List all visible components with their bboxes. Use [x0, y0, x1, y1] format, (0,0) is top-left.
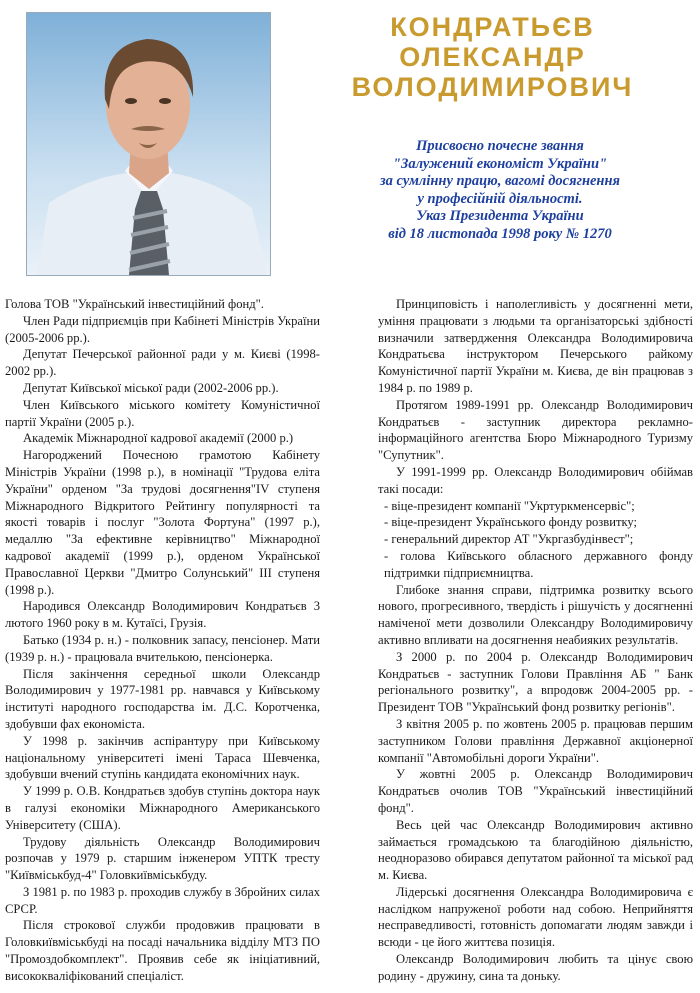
list-item: - віце-президент компанії "Укртуркменсервіс"; [384, 498, 635, 513]
paragraph: Принциповість і наполегливість у досягненні мети, уміння працювати з людьми та організаторські здібності визначили затвердження Олександра Володимировича Кондратьєва інструктором Печерського райкому Комуністичної партії України м. Києва, де він працював з 1984 р. по 1989 р. [378, 297, 693, 395]
award-line-1: Присвоєно почесне звання [416, 138, 584, 154]
paragraph: Після закінчення середньої школи Олександр Володимирович у 1977-1981 рр. навчався у Київському інституті народного господарства ім. Д.С. Коротченка, здобувши фах економіста. [5, 666, 320, 731]
paragraph: Протягом 1989-1991 рр. Олександр Володимирович Кондратьєв - заступник директора рекламно-інформаційного агентства Бюро Міжнародного Туризму "Супутник". [378, 397, 693, 463]
honorary-title [300, 138, 700, 243]
paragraph: Після строкової служби продовжив працювати в Головкиївміськбуді на посаді начальника відділу МТЗ ПО "Промоздобкомплект". Проявив себе як ініціативний, висококваліфікований спеціаліст. [5, 918, 320, 983]
paragraph: Нагороджений Почесною грамотою Кабінету Міністрів України (1998 р.), в номінації "Трудова еліта України" орденом "За трудові досягнення"IV ступеня Міжнародного Відкритого Рейтингу популярності та якості товарів і послуг "Золота Фортуна" (1997 р.), медаллю "За ефективне керівництво" Міжнародної кадрової академії (1999 р.), орденом Української Православної Церкви "Дмитро Солунський" III ступеня (1998 р.). [5, 448, 320, 597]
positions-list [378, 498, 693, 582]
paragraph: Голова ТОВ "Український інвестиційний фонд". [5, 297, 264, 311]
paragraph: Член Київського міського комітету Комуністичної партії України (2005 р.). [5, 397, 320, 429]
biography-left-column [5, 296, 320, 985]
paragraph: З 1981 р. по 1983 р. проходив службу в Збройних силах СРСР. [5, 884, 320, 916]
list-item: - голова Київського обласного державного фонду підтримки підприємництва. [384, 548, 693, 580]
paragraph: Трудову діяльність Олександр Володимирович розпочав у 1979 р. старшим інженером УПТК тресту "Київміськбуд-4" Головкиївміськбуду. [5, 834, 320, 883]
paragraph: У 1991-1999 рр. Олександр Володимирович обіймав такі посади: [378, 464, 693, 496]
paragraph: У 1999 р. О.В. Кондратьєв здобув ступінь доктора наук в галузі економіки Міжнародного Американського Університету (США). [5, 784, 320, 832]
name-first: ОЛЕКСАНДР [399, 42, 586, 72]
name-patronymic: ВОЛОДИМИРОВИЧ [351, 72, 634, 102]
paragraph: З квітня 2005 р. по жовтень 2005 р. працював першим заступником Голови правління Державної акціонерної компанії "Автомобільні дороги України". [378, 716, 693, 765]
paragraph: Глибоке знання справи, підтримка розвитку всього нового, прогресивного, твердість і рішучість у досягненні наміченої мети дозволили Олександру Володимировичу активно впливати на досягнення неабияких результатів. [378, 582, 693, 647]
paragraph: Лідерські досягнення Олександра Володимировича є наслідком напруженої роботи над собою. Неприйняття несправедливості, готовність допомагати людям завжди і всюди - це його життєва позиція. [378, 884, 693, 950]
list-item: - віце-президент Українського фонду розвитку; [384, 515, 638, 530]
award-line-3: за сумлінну працю, вагомі досягнення [380, 173, 620, 189]
name-surname: КОНДРАТЬЄВ [390, 12, 595, 42]
paragraph: Народився Олександр Володимирович Кондратьєв 3 лютого 1960 року в м. Кутаїсі, Грузія. [5, 599, 320, 631]
paragraph: У 1998 р. закінчив аспірантуру при Київському національному університеті імені Тараса Шевченка, здобувши вчений ступінь кандидата економічних наук. [5, 733, 320, 782]
paragraph: Олександр Володимирович любить та цінує свою родину - дружину, сина та доньку. [378, 952, 693, 983]
paragraph: Депутат Печерської районної ради у м. Києві (1998-2002 рр.). [5, 347, 320, 379]
paragraph: Батько (1934 р. н.) - полковник запасу, пенсіонер. Мати (1939 р. н.) - працювала вчителькою, пенсіонерка. [5, 632, 320, 664]
portrait-photo [26, 12, 271, 276]
award-line-2: "Залужений економіст України" [392, 155, 608, 172]
paragraph: Академік Міжнародної кадрової академії (2000 р.) [23, 431, 294, 446]
paragraph: Член Ради підприємців при Кабінеті Міністрів України (2005-2006 рр.). [5, 313, 320, 345]
biography-right-column [378, 296, 693, 985]
paragraph: У жовтні 2005 р. Олександр Володимирович Кондратьєв очолив ТОВ "Український інвестиційний фонд". [378, 767, 693, 815]
award-line-5: Указ Президента України [416, 208, 584, 224]
paragraph: Депутат Київської міської ради (2002-2006 рр.). [23, 380, 279, 395]
paragraph: Весь цей час Олександр Володимирович активно займається громадською та благодійною діяльністю, неодноразово обирався депутатом районної та міської рад м. Києва. [378, 817, 693, 883]
person-name [300, 12, 685, 102]
award-line-6: від 18 листопада 1998 року № 1270 [388, 225, 612, 242]
paragraph: З 2000 р. по 2004 р. Олександр Володимирович Кондратьєв - заступник Голови Правління АБ " Банк регіонального розвитку", а впродовж 2004-2005 рр. - Президент ТОВ "Український фонд розвитку регіонів". [378, 649, 693, 715]
list-item: - генеральний директор АТ "Укргазбудінвест"; [384, 532, 634, 547]
portrait-illustration [27, 13, 270, 275]
award-line-4: у професійній діяльності. [417, 190, 583, 207]
